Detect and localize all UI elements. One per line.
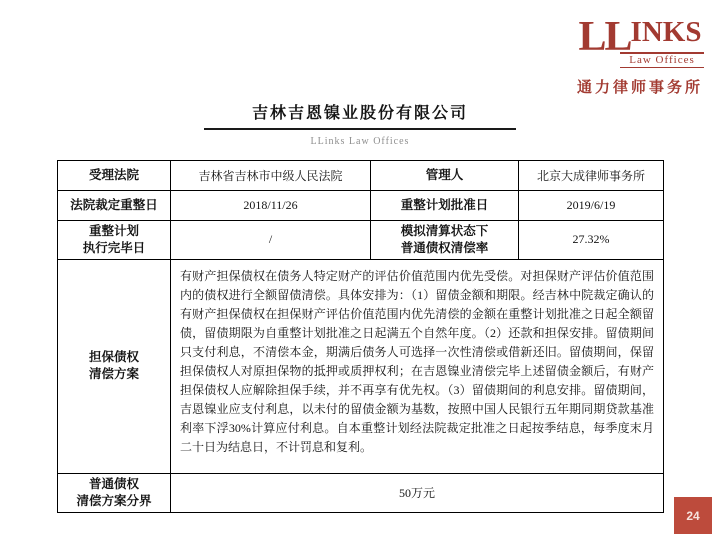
simulated-liquidation-rate-value: 27.32% <box>519 221 664 260</box>
title-underline-divider <box>204 128 516 130</box>
ruling-date-label: 法院裁定重整日 <box>58 191 171 221</box>
ruling-date-value: 2018/11/26 <box>171 191 371 221</box>
title-block <box>0 100 720 147</box>
plan-completion-label: 重整计划 执行完毕日 <box>58 221 171 260</box>
plan-approval-date-label: 重整计划批准日 <box>371 191 519 221</box>
logo-chinese-name: 通力律师事务所 <box>576 80 703 96</box>
simulated-liquidation-rate-label: 模拟清算状态下 普通债权清偿率 <box>371 221 519 260</box>
ordinary-claims-threshold-label: 普通债权 清偿方案分界 <box>58 473 171 512</box>
table-row-secured-claims <box>58 259 664 473</box>
table-row-dates <box>58 191 664 221</box>
page-title: 吉林吉恩镍业股份有限公司 <box>251 105 468 122</box>
plan-approval-date-value: 2019/6/19 <box>519 191 664 221</box>
table-row-court <box>58 161 664 191</box>
secured-claims-plan-label: 担保债权 清偿方案 <box>58 259 171 473</box>
logo-law-offices-text: Law Offices <box>620 52 704 68</box>
plan-completion-value: / <box>171 221 371 260</box>
page-number-badge: 24 <box>674 497 712 534</box>
accepting-court-value: 吉林省吉林市中级人民法院 <box>171 161 371 191</box>
logo-wordmark-inks: INKS <box>630 16 702 48</box>
logo-wordmark <box>572 16 708 58</box>
watermark-text: LLinks Law Offices <box>310 136 410 147</box>
administrator-label: 管理人 <box>371 161 519 191</box>
administrator-value: 北京大成律师事务所 <box>519 161 664 191</box>
accepting-court-label: 受理法院 <box>58 161 171 191</box>
case-summary-table <box>57 160 664 513</box>
table-row-completion <box>58 221 664 260</box>
logo-wordmark-ll: LL <box>578 14 631 60</box>
ordinary-claims-threshold-value: 50万元 <box>171 473 664 512</box>
table-row-ordinary-claims <box>58 473 664 512</box>
secured-claims-plan-text: 有财产担保债权在债务人特定财产的评估价值范围内优先受偿。对担保财产评估价值范围内的债权进行全额留债清偿。具体安排为：（1）留债金额和期限。经吉林中院裁定确认的有财产担保债权在担保财产评估价值范围内优先清偿的金额在重整计划批准之日起全额留债，留债期限为自重整计划批准之日起满五个自然年度。（2）还款和担保安排。留债期间只支付利息，不清偿本金，期满后债务人可选择一次性清偿或借新还旧。留债期间，保留担保债权人对原担保物的抵押或质押权利；在吉恩镍业清偿完毕上述留债金额后，有财产担保债权人应解除担保手续，并不再享有优先权。（3）留债期间的利息安排。留债期间，吉恩镍业应支付利息，以未付的留债金额为基数，按照中国人民银行五年期同期贷款基准利率下浮30%计算应付利息。自本重整计划经法院裁定批准之日起按季结息，每季度末月二十日为结息日，不计罚息和复利。 <box>171 259 664 473</box>
llinks-logo <box>572 16 708 97</box>
